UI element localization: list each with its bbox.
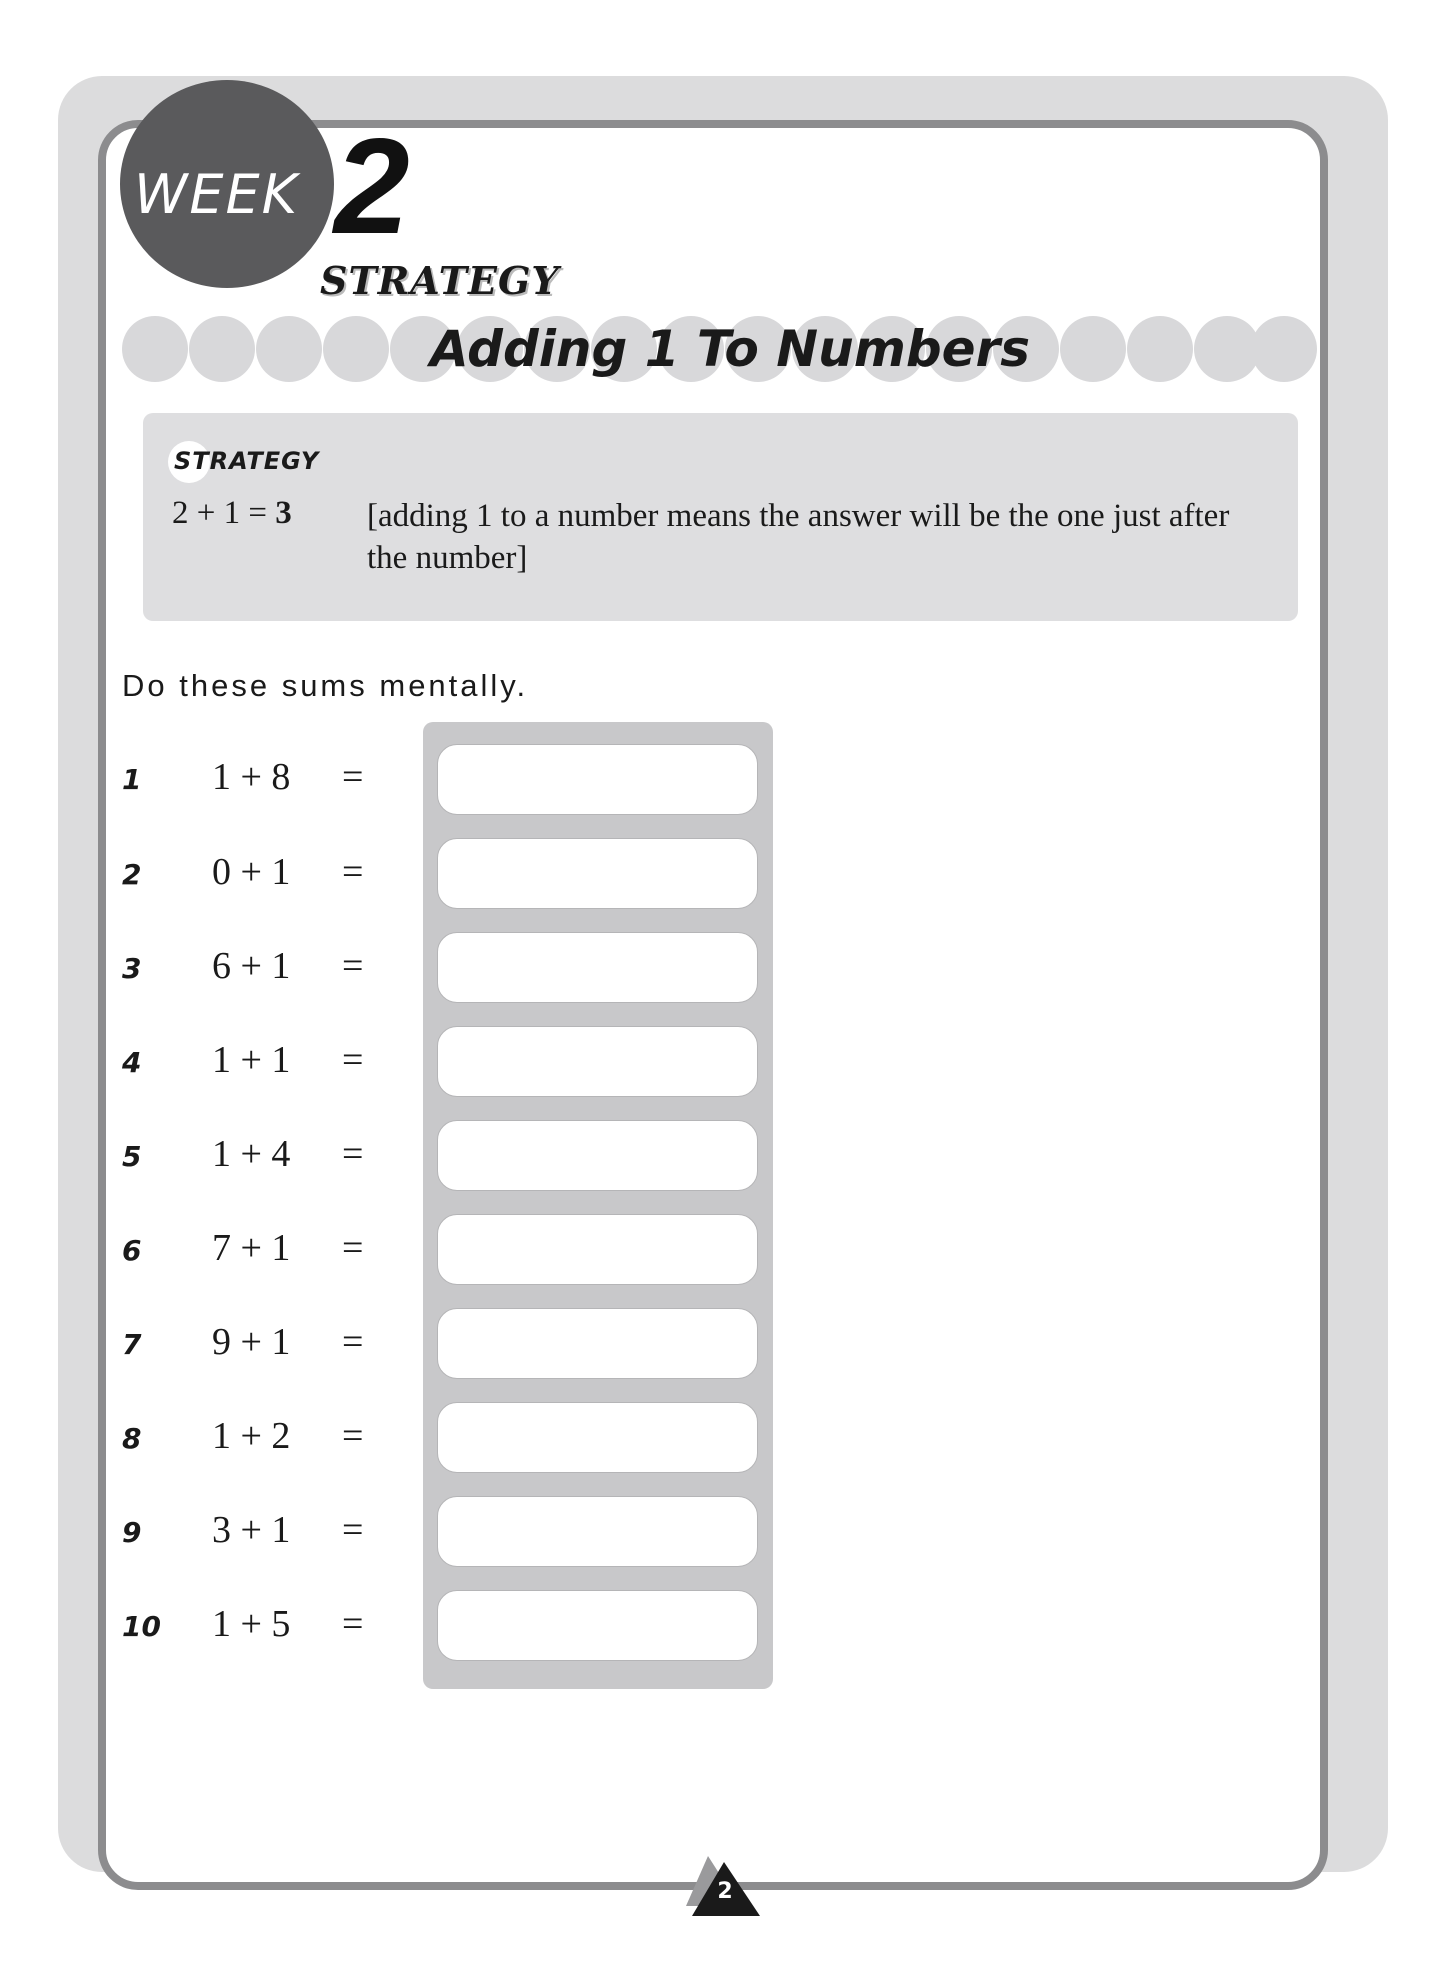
equals-sign: = (342, 945, 364, 987)
equals-sign: = (342, 1039, 364, 1081)
question-number: 3 (122, 952, 142, 985)
equals-sign: = (342, 1227, 364, 1269)
answer-input[interactable] (437, 744, 758, 815)
instruction-text: Do these sums mentally. (122, 668, 529, 703)
question-expression: 1 + 8 (212, 756, 291, 798)
example-explanation: [adding 1 to a number means the answer will be the one just after the number] (367, 498, 1230, 576)
question-expression: 9 + 1 (212, 1321, 291, 1363)
answer-input[interactable] (437, 1590, 758, 1661)
question-number: 6 (122, 1234, 142, 1267)
question-row (0, 751, 420, 811)
question-number: 8 (122, 1422, 142, 1455)
question-number: 9 (122, 1516, 142, 1549)
question-row (0, 1222, 420, 1282)
answer-input[interactable] (437, 1496, 758, 1567)
answer-input[interactable] (437, 838, 758, 909)
decor-bubble (1127, 316, 1193, 382)
question-row (0, 1316, 420, 1376)
question-row (0, 1410, 420, 1470)
question-expression: 1 + 1 (212, 1039, 291, 1081)
answer-input[interactable] (437, 1120, 758, 1191)
answer-input[interactable] (437, 1308, 758, 1379)
week-number: 2 (334, 110, 410, 262)
decor-bubble (189, 316, 255, 382)
strategy-box-label: STRATEGY (174, 447, 320, 475)
page-number: 2 (717, 1879, 733, 1904)
equals-sign: = (342, 1321, 364, 1363)
question-expression: 7 + 1 (212, 1227, 291, 1269)
question-expression: 0 + 1 (212, 851, 291, 893)
question-expression: 6 + 1 (212, 945, 291, 987)
question-expression: 1 + 4 (212, 1133, 291, 1175)
question-row (0, 1504, 420, 1564)
question-row (0, 940, 420, 1000)
equals-sign: = (342, 1603, 364, 1645)
page-title: Adding 1 To Numbers (430, 320, 1030, 378)
equals-sign: = (342, 1415, 364, 1457)
question-expression: 1 + 2 (212, 1415, 291, 1457)
answer-input[interactable] (437, 1402, 758, 1473)
example-equation-text: 2 + 1 = (172, 495, 276, 531)
decor-bubble (122, 316, 188, 382)
question-row (0, 1128, 420, 1188)
question-row (0, 1034, 420, 1094)
answer-input[interactable] (437, 932, 758, 1003)
example-answer: 3 (275, 495, 292, 531)
week-label: WEEK (134, 163, 300, 226)
example-equation (172, 495, 292, 532)
question-number: 5 (122, 1140, 142, 1173)
equals-sign: = (342, 1133, 364, 1175)
section-label: STRATEGY (320, 258, 560, 303)
question-number: 1 (122, 763, 142, 796)
equals-sign: = (342, 756, 364, 798)
question-number: 7 (122, 1328, 142, 1361)
question-number: 10 (122, 1610, 161, 1643)
question-number: 2 (122, 858, 142, 891)
decor-bubble (256, 316, 322, 382)
decor-bubble (1251, 316, 1317, 382)
equals-sign: = (342, 1509, 364, 1551)
answer-input[interactable] (437, 1214, 758, 1285)
question-row (0, 846, 420, 906)
question-expression: 1 + 5 (212, 1603, 291, 1645)
question-row (0, 1598, 420, 1658)
equals-sign: = (342, 851, 364, 893)
question-number: 4 (122, 1046, 142, 1079)
question-expression: 3 + 1 (212, 1509, 291, 1551)
answer-input[interactable] (437, 1026, 758, 1097)
